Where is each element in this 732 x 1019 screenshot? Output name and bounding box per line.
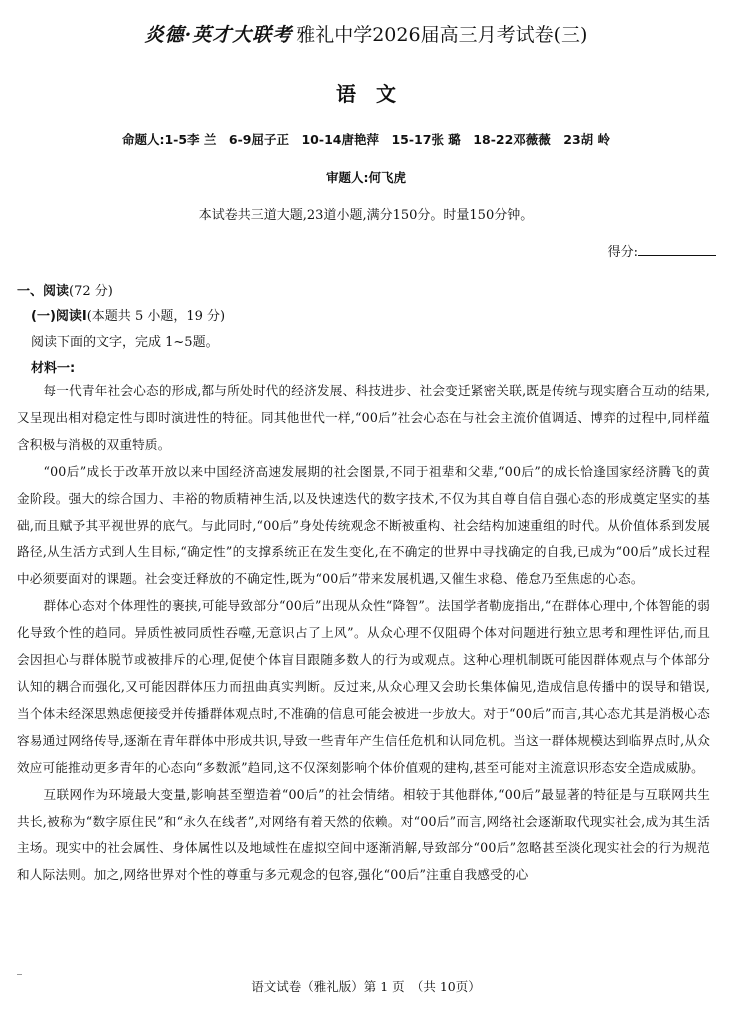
- reviewer-line: 审题人:何飞虎: [326, 170, 406, 185]
- subject-heading: 语 文: [336, 82, 396, 106]
- score-field: [608, 241, 716, 260]
- paragraph: 群体心态对个体理性的裹挟,可能导致部分“00后”出现从众性“降智”。法国学者勒庞指出,“在群体心理中,个体智能的弱化导致个性的趋同。异质性被同质性吞噬,无意识占了上风”。从众心理不仅阻碍个体对问题进行独立思考和理性评估,而且会因担心与群体脱节或被排斥的心理,促使个体盲目跟随多数人的行为或观点。这种心理机制既可能因群体观点与个体部分认知的耦合而强化,又可能因群体压力而扭曲真实判断。反过来,从众心理又会助长集体偏见,造成信息传播中的误导和错误,当个体未经深思熟虑便接受并传播群体观点时,不准确的信息可能会被进一步放大。对于“00后”而言,其心态尤其是消极心态容易通过网络传导,逐渐在青年群体中形成共识,导致一些青年产生信任危机和认同危机。当这一群体规模达到临界点时,从众效应可能推动更多青年的心态向“多数派”趋同,这不仅深刻影响个体价值观的建构,甚至可能对主流意识形态安全造成威胁。: [17, 598, 710, 775]
- exam-intro: 本试卷共三道大题,23道小题,满分150分。时量150分钟。: [198, 208, 534, 223]
- paragraph: “00后”成长于改革开放以来中国经济高速发展期的社会图景,不同于祖辈和父辈,“00后”的成长恰逢国家经济腾飞的黄金阶段。强大的综合国力、丰裕的物质精神生活,以及快速迭代的数字技术,不仅为其自尊自信自强心态的形成奠定坚实的基础,而且赋予其平视世界的底气。与此同时,“00后”身处传统观念不断被重构、社会结构加速重组的时代。从价值体系到发展路径,从生活方式到人生目标,“确定性”的支撑系统正在发生变化,在不确定的世界中寻找确定的自我,已成为“00后”成长过程中必须要面对的课题。社会变迁释放的不确定性,既为“00后”带来发展机遇,又催生求稳、倦怠乃至焦虑的心态。: [17, 463, 710, 587]
- material-label: 材料一:: [31, 361, 76, 376]
- paragraph: 每一代青年社会心态的形成,都与所处时代的经济发展、科技进步、社会变迁紧密关联,既是传统与现实磨合互动的结果,又呈现出相对稳定性与即时演进性的特征。同其他世代一样,“00后”社会心态在与社会主流价值调适、博弈的过程中,同样蕴含积极与消极的双重特质。: [17, 383, 710, 452]
- section-heading: [17, 280, 113, 299]
- material-body: [17, 378, 710, 889]
- brand-logo-text: 炎德·英才大联考: [144, 24, 293, 46]
- proposers-line: 命题人:1-5李 兰 6-9屈子正 10-14唐艳萍 15-17张 璐 18-22邓薇薇 23胡 岭: [121, 132, 611, 147]
- section-points: (72 分): [69, 284, 113, 299]
- page-corner-mark: [17, 974, 22, 975]
- reading-instruction: 阅读下面的文字，完成 1~5题。: [31, 335, 219, 350]
- page-footer: 语文试卷（雅礼版）第 1 页 （共 10页）: [251, 979, 481, 994]
- subsection-note: (本题共 5 小题，19 分): [86, 309, 226, 324]
- section-title: 一、阅读: [17, 284, 70, 299]
- subsection-title: (一)阅读Ⅰ: [31, 309, 87, 324]
- paragraph: 互联网作为环境最大变量,影响甚至塑造着“00后”的社会情绪。相较于其他群体,“00后”最显著的特征是与互联网共生共长,被称为“数字原住民”和“永久在线者”,对网络有着天然的依赖。对“00后”而言,网络社会逐渐取代现实社会,成为其生活主场。现实中的社会属性、身体属性以及地域性在虚拟空间中逐渐消解,导致部分“00后”忽略甚至淡化现实社会的行为规范和人际法则。加之,网络世界对个性的尊重与多元观念的包容,强化“00后”注重自我感受的心: [17, 786, 710, 883]
- subsection-heading: [31, 305, 225, 324]
- score-label: 得分:: [607, 245, 638, 260]
- exam-title: [0, 20, 732, 47]
- exam-title-text: 雅礼中学2026届高三月考试卷(三): [296, 24, 588, 46]
- score-blank: [638, 243, 716, 256]
